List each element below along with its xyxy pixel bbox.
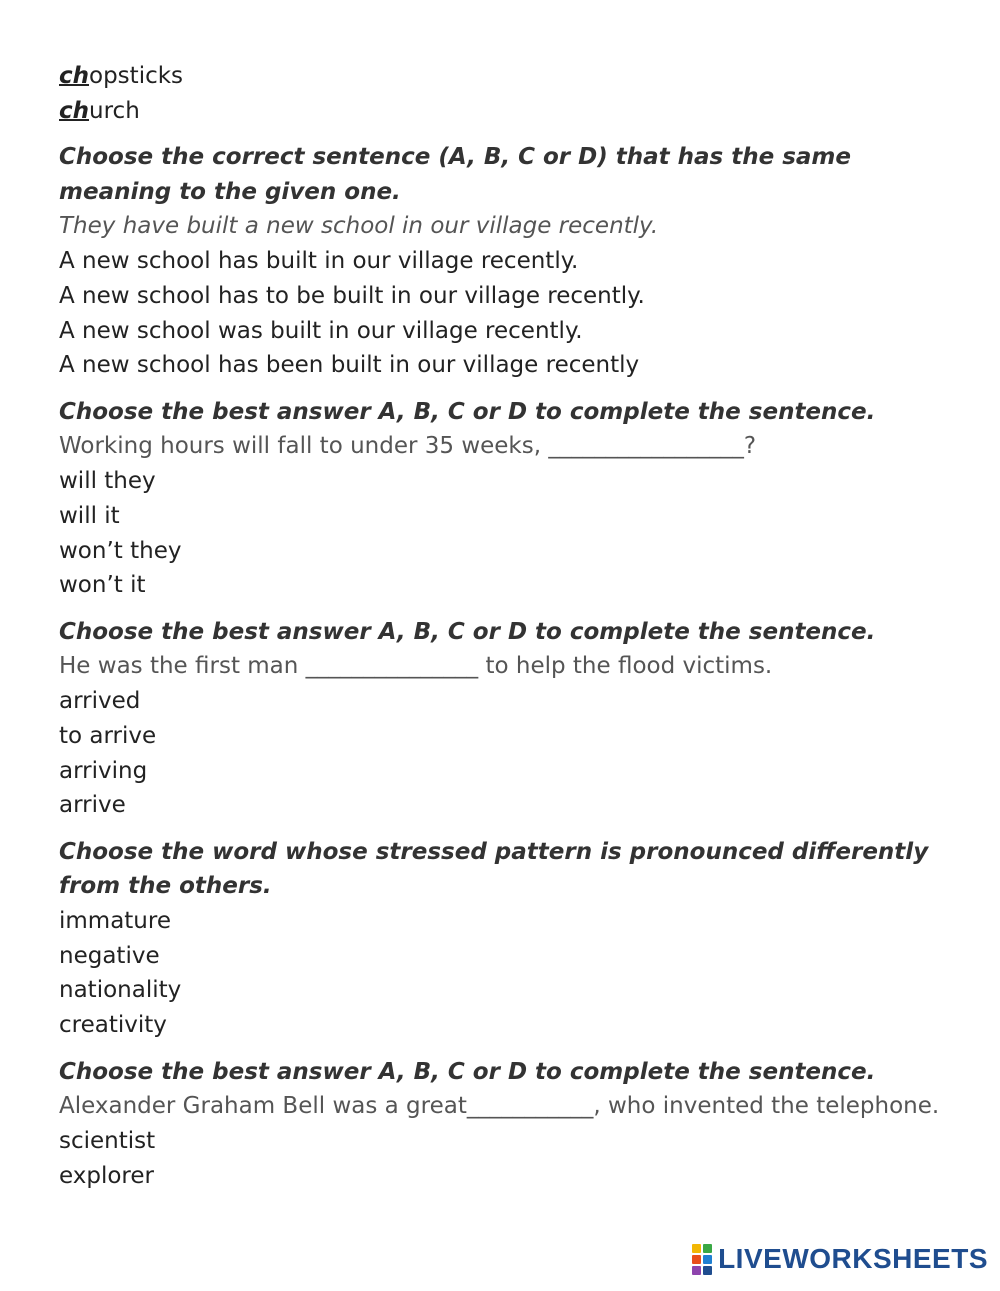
logo-square: [703, 1255, 712, 1264]
answer-option[interactable]: arrive: [59, 792, 126, 819]
answer-option[interactable]: won’t it: [59, 572, 146, 599]
answer-option[interactable]: explorer: [59, 1162, 154, 1189]
worksheet-page: [59, 59, 959, 1193]
answer-option[interactable]: A new school has to be built in our village recently.: [59, 282, 645, 309]
answer-option[interactable]: will they: [59, 468, 156, 495]
word-rest: urch: [89, 97, 140, 124]
question-prompt: Choose the best answer A, B, C or D to complete the sentence.: [59, 1058, 876, 1085]
logo-square: [692, 1266, 701, 1275]
answer-option[interactable]: negative: [59, 942, 160, 969]
question-block: [59, 140, 959, 383]
question-stem: They have built a new school in our village recently.: [59, 213, 659, 240]
question-block: [59, 615, 959, 823]
logo-text: LIVEWORKSHEETS: [718, 1243, 988, 1274]
answer-option[interactable]: nationality: [59, 977, 182, 1004]
question-prompt: Choose the correct sentence (A, B, C or D) that has the same meaning to the given one.: [59, 144, 851, 205]
logo-square: [692, 1255, 701, 1264]
question-prompt: Choose the word whose stressed pattern is pronounced differently from the others.: [59, 838, 929, 900]
liveworksheets-logo: [692, 1243, 988, 1275]
answer-option[interactable]: A new school was built in our village recently.: [59, 317, 583, 344]
logo-square: [703, 1244, 712, 1253]
logo-square: [703, 1266, 712, 1275]
answer-option[interactable]: A new school has built in our village recently.: [59, 248, 579, 275]
answer-option[interactable]: creativity: [59, 1012, 167, 1039]
question-block: [59, 395, 959, 603]
answer-option[interactable]: arriving: [59, 757, 148, 784]
question-prompt: Choose the best answer A, B, C or D to complete the sentence.: [59, 618, 876, 645]
word-option[interactable]: [59, 94, 959, 129]
question-stem: Alexander Graham Bell was a great___________, who invented the telephone.: [59, 1093, 940, 1120]
answer-option[interactable]: will it: [59, 502, 120, 529]
word-rest: opsticks: [89, 63, 184, 89]
answer-option[interactable]: immature: [59, 907, 171, 934]
pronunciation-tail: [59, 59, 959, 128]
underlined-letters: ch: [59, 97, 90, 124]
question-stem: Working hours will fall to under 35 weeks, _________________?: [59, 433, 757, 460]
logo-mark-icon: [692, 1244, 712, 1275]
answer-option[interactable]: won’t they: [59, 537, 182, 564]
question-stem: He was the first man _______________ to help the flood victims.: [59, 653, 773, 680]
word-option[interactable]: [59, 59, 959, 94]
answer-option[interactable]: arrived: [59, 688, 141, 715]
answer-option[interactable]: A new school has been built in our village recently: [59, 352, 640, 379]
logo-square: [692, 1244, 701, 1253]
answer-option[interactable]: scientist: [59, 1127, 156, 1154]
answer-option[interactable]: to arrive: [59, 722, 157, 749]
question-block: [59, 835, 959, 1043]
question-prompt: Choose the best answer A, B, C or D to complete the sentence.: [59, 398, 876, 425]
underlined-letters: ch: [59, 63, 90, 89]
question-block: [59, 1055, 959, 1194]
